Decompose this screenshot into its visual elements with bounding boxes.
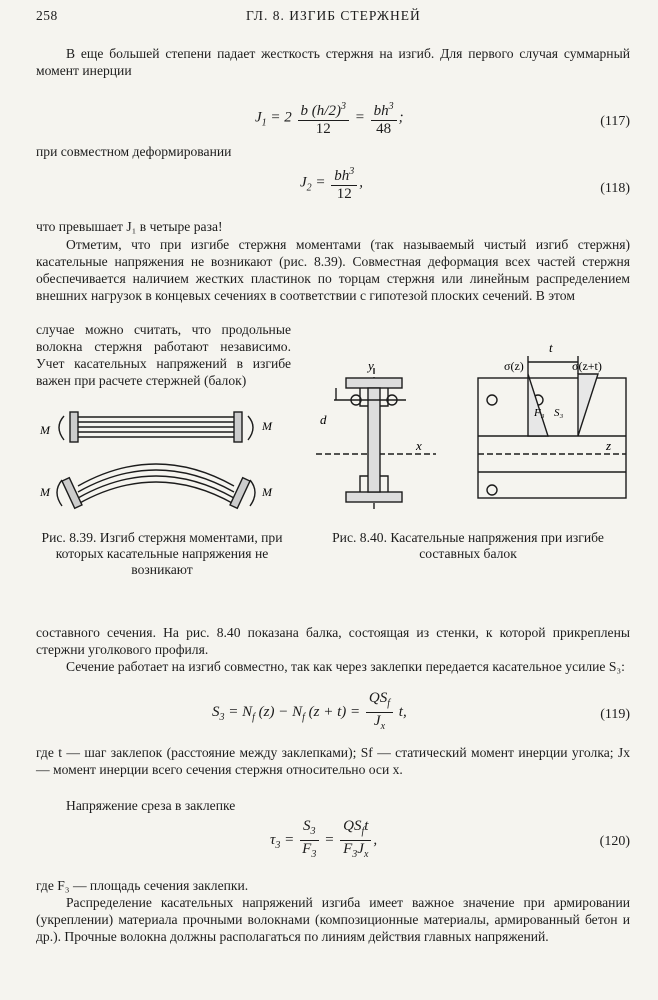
label-y: y (368, 358, 374, 373)
paragraph-9: где F₃ — площадь сечения заклепки. (36, 878, 249, 893)
label-z: z (606, 438, 612, 453)
moment-arrow-left (59, 416, 64, 440)
label-t: t (549, 340, 553, 355)
chapter-title: ГЛ. 8. ИЗГИБ СТЕРЖНЕЙ (246, 8, 421, 23)
equation-number-120: (120) (599, 834, 630, 849)
label-m-2: M (262, 419, 272, 433)
paragraph-6: Сечение работает на изгиб совместно, так как через заклепки передается касательное усилие S₃: (66, 659, 625, 674)
figure-8-40-caption: Рис. 8.40. Касательные напряжения при изгибе составных балок (332, 530, 604, 561)
paragraph-1: В еще большей степени падает жесткость стержня на изгиб. Для первого случая суммарный момент инерции (36, 46, 630, 78)
paragraph-3: что превышает J₁ в четыре раза! (36, 219, 223, 234)
equation-118: $J_2$ = $\frac{bh^3}{12}$ , (300, 163, 363, 203)
end-plate-right (234, 412, 242, 442)
moment-arrow-right (248, 416, 253, 440)
figure-8-39 (36, 400, 296, 518)
label-f3: F₃ (534, 407, 545, 419)
paragraph-5: составного сечения. На рис. 8.40 показана балка, состоящая из стенки, к которой прикреплены стержни уголкового профиля. (36, 625, 630, 657)
paragraph-8: Напряжение среза в заклепке (66, 798, 236, 813)
label-m-4: M (262, 485, 272, 499)
figure-8-39-caption: Рис. 8.39. Изгиб стержня моментами, при которых касательные напряжения не возникают (41, 530, 283, 577)
paragraph-4-wrap: случае можно считать, что продольные волокна стержня работают независимо. Учет касательных напряжений в изгибе важен при расчете стержней (балок) (36, 322, 291, 388)
label-m-1: M (40, 423, 50, 437)
label-x: x (416, 438, 422, 453)
paragraph-10: Распределение касательных напряжений изгиба имеет важное значение при армировании (укреплении) материала прочными волокнами (композиционные материалы, армированный бетон и др.). Прочные волокна должны располагаться по линиям действия главных напряжений. (36, 895, 630, 944)
label-m-3: M (40, 485, 50, 499)
label-sigma-zt: σ(z+t) (572, 359, 602, 373)
equation-number-117: (117) (600, 114, 630, 129)
label-s3: S₃ (554, 407, 564, 419)
paragraph-2: при совместном деформировании (36, 144, 232, 159)
figure-8-40 (306, 330, 636, 520)
paragraph-4: Отметим, что при изгибе стержня моментами (так называемый чистый изгиб стержня) касательные напряжения не возникают (рис. 8.39). Совместная деформация всех частей стержня обеспечивается наличием жестких пластинок по торцам стержня или линейным распределением внешних нагрузок в концевых сечениях в соответствии с гипотезой плоских сечений. В этом (36, 237, 630, 303)
equation-117: $J_1 = 2$ $\frac{b (h/2)^3}{12}$ = $\frac{bh^3}{48}$ ; (255, 98, 404, 138)
end-plate-left (70, 412, 78, 442)
page-number: 258 (36, 8, 58, 23)
paragraph-7: где t — шаг заклепок (расстояние между заклепками); Sf — статический момент инерции уголка; Jx — момент инерции всего сечения стержня относительно оси x. (36, 745, 630, 777)
equation-119: $S_3 = N_f$ $(z) - N_f$ (z + t) = $\frac{QS_f}{J_x}$ t, (212, 690, 407, 732)
label-sigma-z: σ(z) (504, 359, 524, 373)
equation-number-118: (118) (600, 181, 630, 196)
equation-number-119: (119) (600, 707, 630, 722)
running-header (36, 8, 628, 28)
label-d: d (320, 412, 327, 427)
equation-120: $\tau_3$ = $\frac{S_3}{F_3}$ = $\frac{QS_ft}{F_3J_x}$ , (270, 818, 378, 860)
